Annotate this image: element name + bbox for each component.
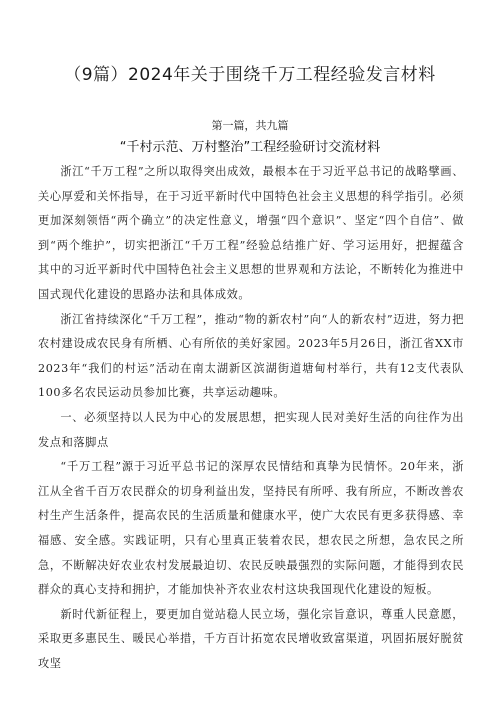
document-body — [38, 160, 464, 676]
section-label: 第一篇，共九篇 — [211, 119, 289, 132]
body-paragraph: “千万工程”源于习近平总书记的深厚农民情结和真挚为民情怀。20年来，浙江从全省千百万农民群众的切身利益出发，坚持民有所呼、我有所应，不断改善农村生产生活条件，提高农民的生活质量和健康水平，使广大农民有更多获得感、幸福感、安全感。实践证明，只有心里真正装着农民，想农民之所想，急农民之所急，不断解决好农业农村发展最迫切、农民反映最强烈的实际问题，才能得到农民群众的真心支持和拥护，才能加快补齐农业农村这块我国现代化建设的短板。 — [38, 460, 464, 597]
body-paragraph: 新时代新征程上，要更加自觉站稳人民立场，强化宗旨意识，尊重人民意愿，采取更多惠民生、暖民心举措，千方百计拓宽农民增收致富渠道，巩固拓展好脱贫攻坚 — [38, 607, 464, 670]
article-title: “千村示范、万村整治”工程经验研讨交流材料 — [119, 140, 381, 155]
body-paragraph: 浙江省持续深化“千万工程”，推动“物的新农村”向“人的新农村”迈进，努力把农村建设成农民身有所栖、心有所依的美好家园。2023年5月26日，浙江省XX市2023年“我们的村运”活动在南太湖新区滨湖街道塘甸村举行，共有12支代表队100多名农民运动员参加比赛，共享运动趣味。 — [38, 312, 464, 400]
body-paragraph: 浙江“千万工程”之所以取得突出成效，最根本在于习近平总书记的战略擘画、关心厚爱和关怀指导，在于习近平新时代中国特色社会主义思想的科学指引。必须更加深刻领悟“两个确立”的决定性意义，增强“四个意识”、坚定“四个自信”、做到“两个维护”，切实把浙江“千万工程”经验总结推广好、学习运用好，把握蕴含其中的习近平新时代中国特色社会主义思想的世界观和方法论，不断转化为推进中国式现代化建设的思路办法和具体成效。 — [38, 165, 464, 301]
section-heading: 一、必须坚持以人民为中心的发展思想，把实现人民对美好生活的向往作为出发点和落脚点 — [38, 410, 464, 449]
document-title: （9篇）2024年关于围绕千万工程经验发言材料 — [64, 65, 436, 85]
